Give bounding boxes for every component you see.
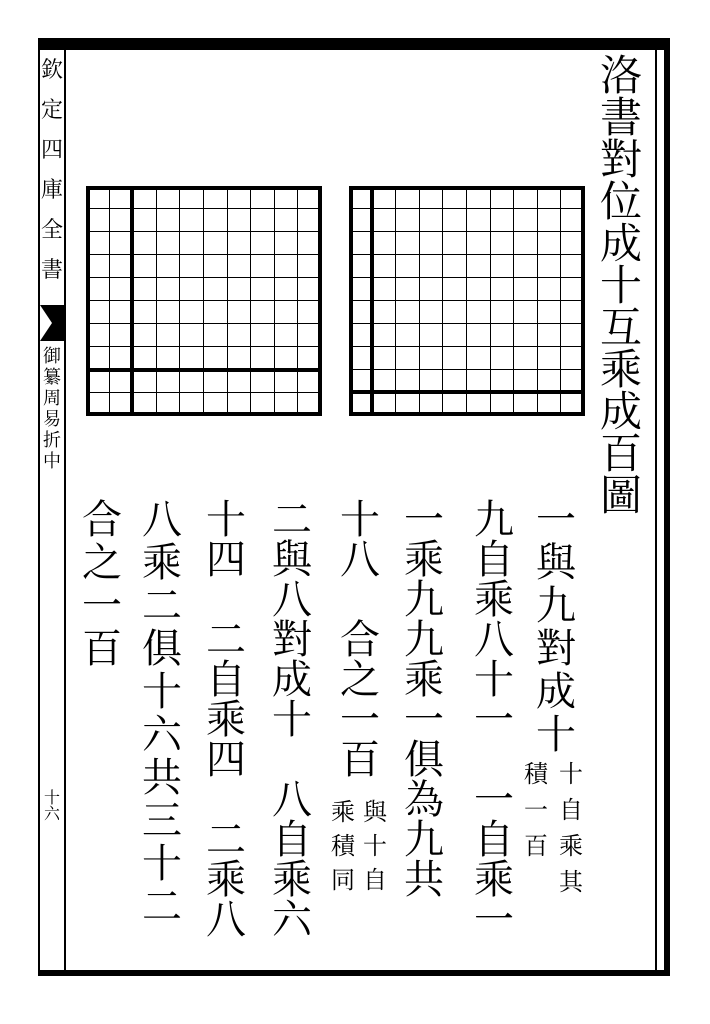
glyph: 與 xyxy=(536,540,576,586)
glyph: 二 xyxy=(206,617,246,663)
glyph: 乘 xyxy=(559,832,583,860)
page-title xyxy=(595,51,647,520)
glyph: 十 xyxy=(142,841,182,887)
glyph: 四 xyxy=(206,537,246,583)
glyph: 書 xyxy=(40,258,63,283)
glyph: 八 xyxy=(206,897,246,943)
glyph: 乘 xyxy=(206,857,246,903)
glyph: 積 xyxy=(331,832,355,860)
glyph: 乘 xyxy=(142,540,182,586)
glyph: 全 xyxy=(40,218,63,243)
glyph: 百 xyxy=(524,832,548,860)
glyph: 八 xyxy=(272,577,312,623)
glyph: 四 xyxy=(206,737,246,783)
glyph: 折 xyxy=(43,430,61,451)
glyph: 周 xyxy=(43,388,61,409)
glyph: 自 xyxy=(559,796,583,824)
glyph: 三 xyxy=(142,798,182,844)
body-note-column-1a xyxy=(558,762,584,894)
glyph: 十 xyxy=(474,657,514,703)
glyph: 與 xyxy=(363,798,387,826)
glyph: 六 xyxy=(272,897,312,943)
glyph: 六 xyxy=(43,804,60,823)
glyph: 六 xyxy=(142,712,182,758)
glyph: 九 xyxy=(474,497,514,543)
glyph: 書 xyxy=(599,93,642,142)
spine-book-title xyxy=(40,60,64,282)
glyph: 之 xyxy=(82,540,122,586)
glyph: 之 xyxy=(340,657,380,703)
glyph: 九 xyxy=(536,583,576,629)
glyph: 為 xyxy=(404,777,444,823)
glyph: 一 xyxy=(404,697,444,743)
glyph: 俱 xyxy=(404,737,444,783)
glyph: 易 xyxy=(43,409,61,430)
glyph: 一 xyxy=(82,583,122,629)
glyph: 二 xyxy=(142,884,182,930)
glyph: 一 xyxy=(524,796,548,824)
glyph: 九 xyxy=(404,617,444,663)
glyph: 一 xyxy=(474,897,514,943)
glyph: 自 xyxy=(474,537,514,583)
glyph: 八 xyxy=(474,617,514,663)
glyph: 百 xyxy=(340,737,380,783)
glyph: 十 xyxy=(142,669,182,715)
spine-volume-title xyxy=(40,348,64,471)
glyph: 自 xyxy=(206,657,246,703)
glyph: 俱 xyxy=(142,626,182,672)
glyph: 二 xyxy=(206,817,246,863)
grid-right-border xyxy=(349,186,585,416)
glyph: 百 xyxy=(82,626,122,672)
glyph: 乘 xyxy=(599,345,642,394)
glyph: 成 xyxy=(272,657,312,703)
glyph: 九 xyxy=(404,577,444,623)
body-column-2 xyxy=(470,497,518,943)
glyph: 乘 xyxy=(474,857,514,903)
glyph: 一 xyxy=(474,777,514,823)
glyph: 成 xyxy=(599,219,642,268)
glyph: 積 xyxy=(524,760,548,788)
glyph: 合 xyxy=(340,617,380,663)
glyph: 一 xyxy=(404,497,444,543)
glyph: 御 xyxy=(43,346,61,367)
body-column-7 xyxy=(138,497,186,930)
glyph: 合 xyxy=(82,497,122,543)
glyph: 庫 xyxy=(40,178,63,203)
glyph: 纂 xyxy=(43,367,61,388)
glyph: 對 xyxy=(536,626,576,672)
glyph: 成 xyxy=(536,669,576,715)
body-note-column-1b xyxy=(523,762,549,858)
glyph: 一 xyxy=(474,697,514,743)
glyph: 共 xyxy=(404,857,444,903)
glyph: 互 xyxy=(599,303,642,352)
grid-left-split-vertical xyxy=(130,186,134,416)
grid-right-split-horizontal xyxy=(349,390,585,394)
glyph: 十 xyxy=(559,760,583,788)
glyph: 共 xyxy=(142,755,182,801)
glyph: 乘 xyxy=(206,697,246,743)
glyph: 二 xyxy=(272,497,312,543)
glyph: 八 xyxy=(340,537,380,583)
glyph: 定 xyxy=(40,98,63,123)
glyph: 八 xyxy=(272,777,312,823)
glyph: 同 xyxy=(331,866,355,894)
glyph: 一 xyxy=(340,697,380,743)
body-column-8 xyxy=(78,497,126,672)
glyph: 十 xyxy=(43,788,60,807)
glyph: 十 xyxy=(272,697,312,743)
frame-right-border xyxy=(664,38,670,976)
glyph: 中 xyxy=(43,451,61,472)
glyph: 與 xyxy=(272,537,312,583)
glyph: 圖 xyxy=(599,471,642,520)
body-note-column-4b xyxy=(330,800,356,892)
glyph: 九 xyxy=(404,817,444,863)
grid-left-border xyxy=(86,186,322,416)
glyph: 自 xyxy=(272,817,312,863)
frame-top-border xyxy=(38,38,670,50)
glyph: 乘 xyxy=(474,577,514,623)
glyph: 洛 xyxy=(599,51,642,100)
glyph: 十 xyxy=(363,832,387,860)
glyph: 十 xyxy=(536,712,576,758)
glyph: 十 xyxy=(599,261,642,310)
glyph: 乘 xyxy=(272,857,312,903)
glyph: 自 xyxy=(363,866,387,894)
body-column-3 xyxy=(400,497,448,903)
glyph: 乘 xyxy=(331,798,355,826)
body-column-5 xyxy=(268,497,316,943)
fishtail-notch xyxy=(40,305,52,341)
glyph: 成 xyxy=(599,387,642,436)
glyph: 其 xyxy=(559,868,583,896)
glyph: 百 xyxy=(599,429,642,478)
body-column-6 xyxy=(202,497,250,943)
glyph: 十 xyxy=(206,497,246,543)
glyph: 對 xyxy=(272,617,312,663)
body-column-4 xyxy=(336,497,384,783)
glyph: 四 xyxy=(40,138,63,163)
glyph: 八 xyxy=(142,497,182,543)
glyph: 十 xyxy=(340,497,380,543)
glyph: 欽 xyxy=(40,58,63,83)
spine-rule xyxy=(64,50,66,970)
spine-page-number xyxy=(40,790,64,822)
glyph: 一 xyxy=(536,497,576,543)
glyph: 乘 xyxy=(404,537,444,583)
grid-right-split-vertical xyxy=(370,186,374,416)
frame-bottom-border xyxy=(38,970,670,976)
glyph: 位 xyxy=(599,177,642,226)
glyph: 自 xyxy=(474,817,514,863)
glyph: 二 xyxy=(142,583,182,629)
glyph: 乘 xyxy=(404,657,444,703)
body-column-1 xyxy=(532,497,580,758)
glyph: 對 xyxy=(599,135,642,184)
body-note-column-4a xyxy=(362,800,388,892)
grid-left-split-horizontal xyxy=(86,368,322,372)
frame-inner-rule xyxy=(655,50,657,970)
